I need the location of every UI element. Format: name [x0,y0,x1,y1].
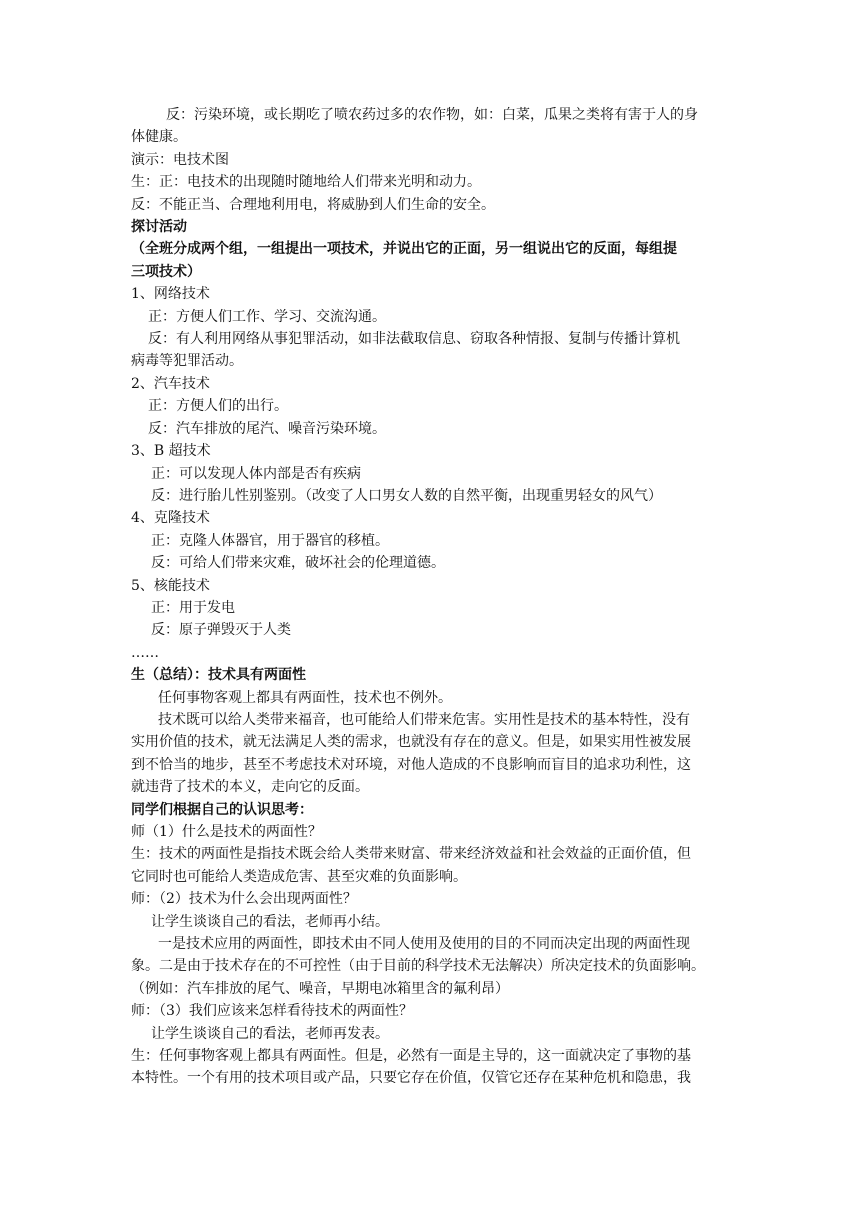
text-line: 任何事物客观上都具有两面性，技术也不例外。 [158,689,452,706]
text-line: 让学生谈谈自己的看法，老师再发表。 [151,1025,389,1042]
text-line: 生：正：电技术的出现随时随地给人们带来光明和动力。 [131,174,481,191]
text-line: （全班分成两个组，一组提出一项技术，并说出它的正面，另一组说出它的反面，每组提 [131,241,677,258]
text-line: 5、核能技术 [131,577,210,594]
text-line: 技术既可以给人类带来福音，也可能给人们带来危害。实用性是技术的基本特性，没有 [158,711,690,728]
text-line: 一是技术应用的两面性，即技术由不同人使用及使用的目的不同而决定出现的两面性现 [158,936,690,953]
text-line: 它同时也可能给人类造成危害、甚至灾难的负面影响。 [131,868,467,885]
text-line: 1、网络技术 [131,286,210,303]
text-line: 让学生谈谈自己的看法，老师再小结。 [151,913,389,930]
text-line: （例如：汽车排放的尾气、噪音，早期电冰箱里含的氟利昂） [131,980,509,997]
text-line: 体健康。 [131,129,187,146]
document-body [131,104,731,1090]
text-line: 生：任何事物客观上都具有两面性。但是，必然有一面是主导的，这一面就决定了事物的基 [131,1048,691,1065]
text-line: 正：可以发现人体内部是否有疾病 [151,465,361,482]
text-line: 象。二是由于技术存在的不可控性（由于目前的科学技术无法解决）所决定技术的负面影响。 [131,958,705,975]
text-line: 反：汽车排放的尾汽、噪音污染环境。 [148,420,386,437]
text-line: 3、B 超技术 [131,443,211,460]
text-line: 2、汽车技术 [131,375,210,392]
text-line: 就违背了技术的本义，走向它的反面。 [131,779,369,796]
text-line: 师（1）什么是技术的两面性？ [131,824,322,840]
text-line: 演示：电技术图 [131,151,229,168]
text-line: 正：方便人们的出行。 [148,398,288,415]
text-line: 反：进行胎儿性别鉴别。（改变了人口男女人数的自然平衡，出现重男轻女的风气） [151,487,662,504]
text-line: 到不恰当的地步，甚至不考虑技术对环境，对他人造成的不良影响而盲目的追求功利性，这 [131,756,691,773]
text-line: 师：（2）技术为什么会出现两面性？ [131,891,357,908]
text-line: 生：技术的两面性是指技术既会给人类带来财富、带来经济效益和社会效益的正面价值，但 [131,846,691,863]
text-line: 反：可给人们带来灾难，破坏社会的伦理道德。 [151,555,445,572]
text-line: 实用价值的技术，就无法满足人类的需求，也就没有存在的意义。但是，如果实用性被发展 [131,734,691,751]
text-line: 生（总结）：技术具有两面性 [131,667,306,684]
text-line: 本特性。一个有用的技术项目或产品，只要它存在价值，仅管它还存在某种危机和隐患，我 [131,1070,691,1087]
text-line: 反：不能正当、合理地利用电，将威胁到人们生命的安全。 [131,196,495,213]
text-line: 三项技术） [131,263,201,280]
text-line: 正：方便人们工作、学习、交流沟通。 [148,308,386,325]
text-line: 病毒等犯罪活动。 [131,353,243,370]
text-line: 反：污染环境，或长期吃了喷农药过多的农作物，如：白菜，瓜果之类将有害于人的身 [166,107,698,123]
text-line: 探讨活动 [131,219,187,236]
text-line: 反：原子弹毁灭于人类 [151,622,291,639]
text-line: 同学们根据自己的认识思考： [131,801,313,818]
text-line: …… [131,644,159,661]
text-line: 正：克隆人体器官，用于器官的移植。 [151,532,389,549]
text-line: 师：（3）我们应该来怎样看待技术的两面性？ [131,1003,413,1020]
text-line: 4、克隆技术 [131,510,210,527]
text-line: 反：有人利用网络从事犯罪活动，如非法截取信息、窃取各种情报、复制与传播计算机 [148,331,680,348]
text-line: 正：用于发电 [151,599,235,616]
